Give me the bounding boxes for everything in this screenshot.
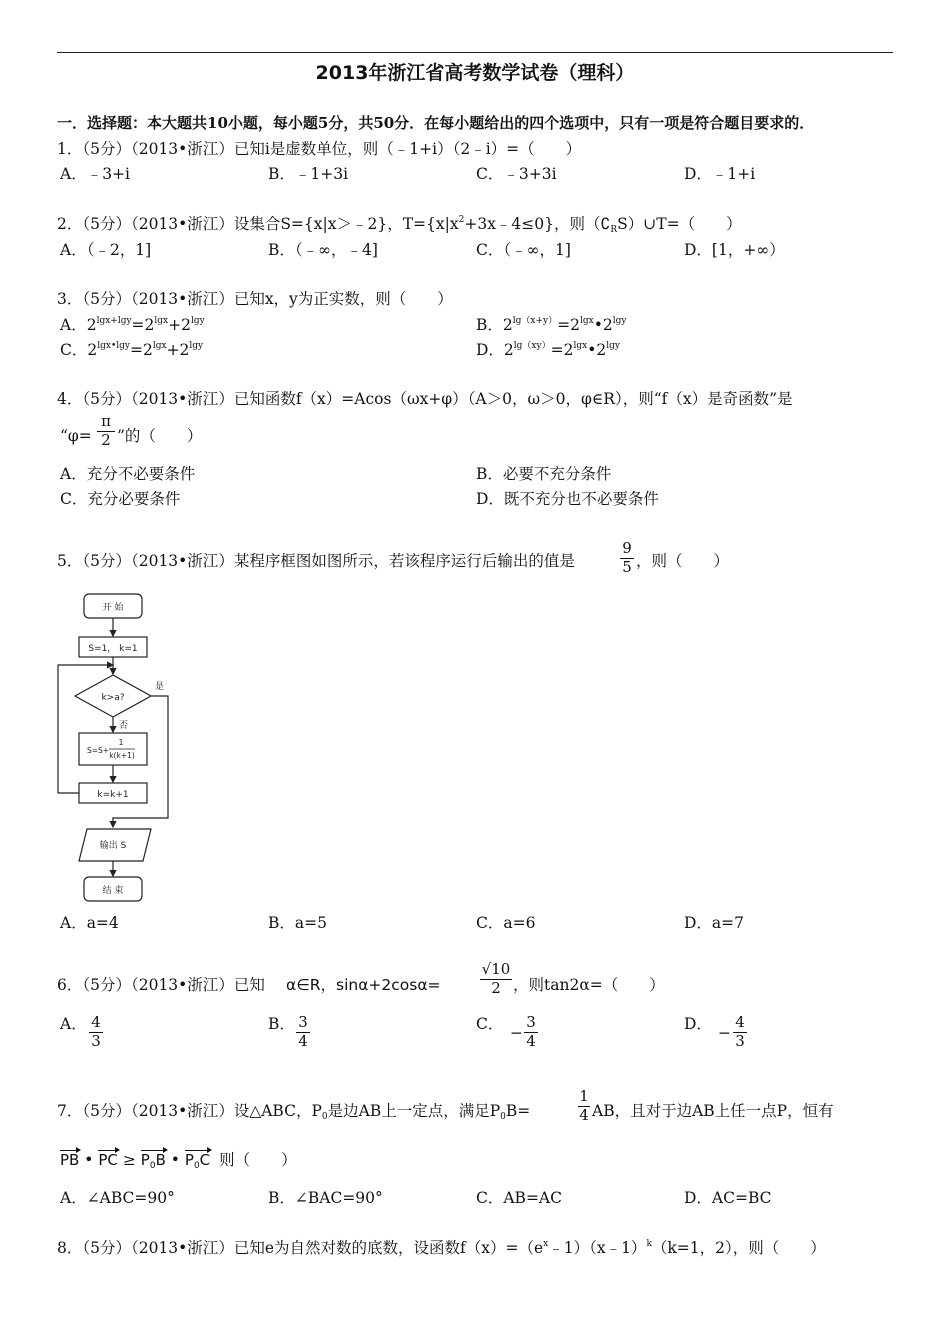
q4-line2-pre: “φ= xyxy=(60,427,92,445)
flow-assign-label: S=S+ xyxy=(87,746,110,755)
header-rule xyxy=(57,52,893,53)
flow-output-label: 输出 S xyxy=(99,841,127,851)
q6-option-c-label: C． xyxy=(476,1015,504,1033)
vector-pc: PC xyxy=(98,1151,118,1169)
q4-option-b: B．必要不充分条件 xyxy=(476,465,612,483)
page-title: 2013年浙江省高考数学试卷（理科） xyxy=(315,62,635,84)
q6-option-a-label: A． xyxy=(60,1015,87,1033)
q1-option-a: A．﹣3+i xyxy=(60,165,130,183)
flow-start-label: 开 始 xyxy=(102,603,124,613)
q5-option-b: B．a=5 xyxy=(268,914,327,932)
q3-stem: 3．（5分）（2013•浙江）已知x，y为正实数，则（ ） xyxy=(57,290,453,308)
q8-stem: 8．（5分）（2013•浙江）已知e为自然对数的底数，设函数$f(x)=(e^x﹣1)(x﹣1)^k(k=1$，2），则（ ） xyxy=(57,1239,826,1257)
q5-stem-post: ，则（ ） xyxy=(636,552,730,570)
q4-line2-post: ”的（ ） xyxy=(117,427,203,445)
q1-option-d: D．﹣1+i xyxy=(684,165,756,183)
q6-option-b-frac: 3 4 xyxy=(296,1015,310,1050)
q5-option-d: D．a=7 xyxy=(684,914,745,932)
q4-option-a: A．充分不必要条件 xyxy=(60,465,196,483)
q3-option-a: A．$2^{lgx+lgy}=2^{lgx}+2^{lgy}$ xyxy=(60,316,205,334)
flow-assign-den: k(k+1) xyxy=(109,751,135,760)
q5-option-a: A．a=4 xyxy=(60,914,119,932)
q1-option-c: C．﹣3+3i xyxy=(476,165,557,183)
q5-fraction: 9 5 xyxy=(620,541,634,576)
q1-stem: 1．（5分）（2013•浙江）已知i是虚数单位，则（﹣1+i）（2﹣i）=（ ） xyxy=(57,140,582,158)
flow-inc-label: k=k+1 xyxy=(97,790,129,800)
q6-expression: α∈R，sinα+2cosα= xyxy=(286,976,441,994)
flow-end-label: 结 束 xyxy=(102,886,124,896)
q7-option-c: C．AB=AC xyxy=(476,1189,562,1207)
q6-stem-pre: 6．（5分）（2013•浙江）已知 xyxy=(57,976,265,994)
q4-stem: 4．（5分）（2013•浙江）已知函数f（x）=Acos（ωx+φ）（A＞0，ω＞0，φ∈R），则“f（x）是奇函数”是 xyxy=(57,390,793,408)
flow-decision-label: k>a? xyxy=(101,693,125,703)
q2-option-c: C．（﹣∞，1] xyxy=(476,241,571,259)
flowchart xyxy=(55,590,185,905)
q6-option-d-label: D． xyxy=(684,1015,712,1033)
q7-vector-inequality: PB • PC ≥ $P_0B$ • $P_0C$ 则（ ） xyxy=(60,1151,297,1171)
flow-assign-num: 1 xyxy=(118,738,124,747)
vector-p0c: $P_0C$ xyxy=(184,1151,211,1171)
q3-option-c: C．$2^{lgx•lgy}=2^{lgx}+2^{lgy}$ xyxy=(60,341,204,359)
q7-option-b: B．∠BAC=90° xyxy=(268,1189,383,1207)
flow-yes-label: 是 xyxy=(155,682,165,692)
flow-no-label: 否 xyxy=(119,721,129,731)
q2-option-b: B．（﹣∞，﹣4] xyxy=(268,241,378,259)
q7-option-d: D．AC=BC xyxy=(684,1189,772,1207)
flow-init-label: S=1， k=1 xyxy=(88,644,138,654)
q2-stem: 2．（5分）（2013•浙江）设集合S={x|x＞﹣2}，$T=\{x|x^2+3x﹣4\le 0\}$，则$(∁_RS)\cup T=$（ ） xyxy=(57,215,742,235)
q6-fraction: √10 2 xyxy=(481,960,511,997)
q7-fraction: 1 4 xyxy=(579,1087,589,1124)
q5-stem: 5．（5分）（2013•浙江）某程序框图如图所示，若该程序运行后输出的值是 xyxy=(57,552,575,570)
q7-stem: 7．（5分）（2013•浙江）设△ABC，$P_0$是边AB上一定点，满足$P_0B=$ xyxy=(57,1102,531,1122)
q6-stem-post: ，则tan2α=（ ） xyxy=(513,976,665,994)
q7-option-a: A．∠ABC=90° xyxy=(60,1189,175,1207)
q4-fraction: π 2 xyxy=(97,414,115,449)
q6-option-d-frac: 4 3 xyxy=(733,1015,747,1050)
q6-option-c-sign: − xyxy=(510,1024,523,1042)
q6-option-c-frac: 3 4 xyxy=(524,1015,538,1050)
q2-option-a: A．（﹣2，1] xyxy=(60,241,152,259)
section-heading: 一．选择题：本大题共10小题，每小题5分，共50分．在每小题给出的四个选项中，只有一项是符合题目要求的． xyxy=(57,114,815,132)
q7-stem-post: AB，且对于边AB上任一点P，恒有 xyxy=(592,1102,834,1120)
q5-option-c: C．a=6 xyxy=(476,914,536,932)
q3-option-d: D．$2^{lg(xy)}=2^{lgx}•2^{lgy}$ xyxy=(476,341,620,359)
vector-p0b: $P_0B$ xyxy=(140,1151,166,1171)
q6-option-a-frac: 4 3 xyxy=(89,1015,103,1050)
q6-option-b-label: B． xyxy=(268,1015,295,1033)
q3-option-b: B．$2^{lg(x+y)}=2^{lgx}•2^{lgy}$ xyxy=(476,316,627,334)
q1-option-b: B．﹣1+3i xyxy=(268,165,349,183)
q4-option-d: D．既不充分也不必要条件 xyxy=(476,490,659,508)
q4-option-c: C．充分必要条件 xyxy=(60,490,181,508)
q6-option-d-sign: − xyxy=(718,1024,731,1042)
q2-option-d: D．[1，+∞） xyxy=(684,241,785,259)
vector-pb: PB xyxy=(60,1151,80,1169)
